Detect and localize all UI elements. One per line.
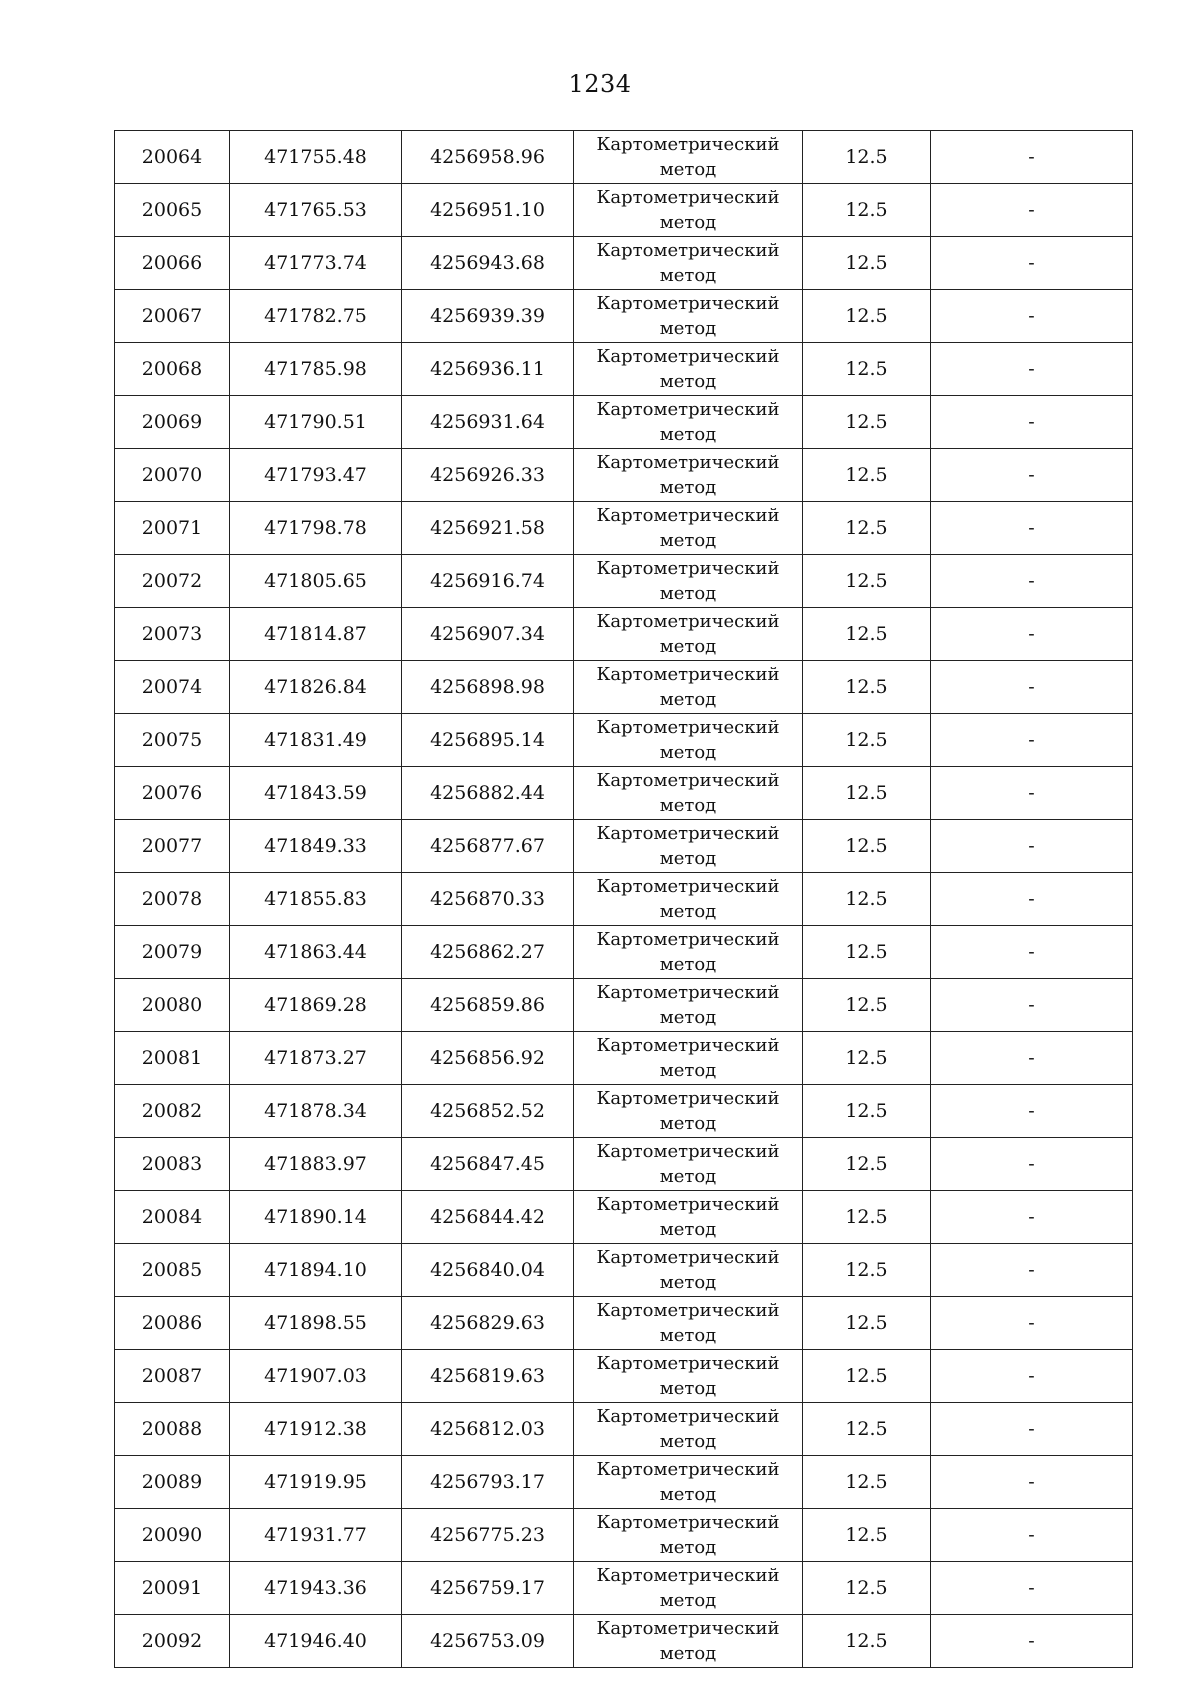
accuracy-cell: 12.5 [803, 820, 931, 873]
x-coordinate-cell: 471863.44 [230, 926, 402, 979]
method-line-2: метод [659, 318, 717, 339]
accuracy-cell: 12.5 [803, 1615, 931, 1668]
table-row [115, 1403, 1133, 1456]
method-line-2: метод [659, 424, 717, 445]
x-coordinate-cell: 471919.95 [230, 1456, 402, 1509]
method-line-2: метод [659, 1590, 717, 1611]
method-line-2: метод [659, 1484, 717, 1505]
accuracy-cell: 12.5 [803, 184, 931, 237]
method-cell [574, 1350, 803, 1403]
method-line-1: Картометрический [596, 1512, 780, 1533]
y-coordinate-cell: 4256844.42 [402, 1191, 574, 1244]
table-row [115, 1191, 1133, 1244]
table-row [115, 290, 1133, 343]
table-row [115, 1032, 1133, 1085]
method-cell [574, 1615, 803, 1668]
note-cell: - [931, 343, 1133, 396]
method-line-2: метод [659, 1537, 717, 1558]
accuracy-cell: 12.5 [803, 873, 931, 926]
x-coordinate-cell: 471931.77 [230, 1509, 402, 1562]
y-coordinate-cell: 4256856.92 [402, 1032, 574, 1085]
method-line-1: Картометрический [596, 187, 780, 208]
y-coordinate-cell: 4256895.14 [402, 714, 574, 767]
method-cell [574, 343, 803, 396]
accuracy-cell: 12.5 [803, 926, 931, 979]
y-coordinate-cell: 4256862.27 [402, 926, 574, 979]
x-coordinate-cell: 471805.65 [230, 555, 402, 608]
point-id-cell: 20072 [115, 555, 230, 608]
point-id-cell: 20079 [115, 926, 230, 979]
accuracy-cell: 12.5 [803, 661, 931, 714]
y-coordinate-cell: 4256847.45 [402, 1138, 574, 1191]
method-line-1: Картометрический [596, 1406, 780, 1427]
note-cell: - [931, 290, 1133, 343]
accuracy-cell: 12.5 [803, 131, 931, 184]
y-coordinate-cell: 4256793.17 [402, 1456, 574, 1509]
point-id-cell: 20065 [115, 184, 230, 237]
table-row [115, 1350, 1133, 1403]
x-coordinate-cell: 471793.47 [230, 449, 402, 502]
accuracy-cell: 12.5 [803, 1244, 931, 1297]
point-id-cell: 20069 [115, 396, 230, 449]
method-cell [574, 1297, 803, 1350]
y-coordinate-cell: 4256882.44 [402, 767, 574, 820]
accuracy-cell: 12.5 [803, 1297, 931, 1350]
x-coordinate-cell: 471765.53 [230, 184, 402, 237]
method-cell [574, 873, 803, 926]
method-line-2: метод [659, 1325, 717, 1346]
method-cell [574, 1403, 803, 1456]
accuracy-cell: 12.5 [803, 1032, 931, 1085]
x-coordinate-cell: 471869.28 [230, 979, 402, 1032]
x-coordinate-cell: 471755.48 [230, 131, 402, 184]
method-cell [574, 714, 803, 767]
table-row [115, 714, 1133, 767]
accuracy-cell: 12.5 [803, 1403, 931, 1456]
note-cell: - [931, 767, 1133, 820]
method-cell [574, 1191, 803, 1244]
point-id-cell: 20066 [115, 237, 230, 290]
accuracy-cell: 12.5 [803, 979, 931, 1032]
method-line-1: Картометрический [596, 558, 780, 579]
y-coordinate-cell: 4256840.04 [402, 1244, 574, 1297]
method-cell [574, 926, 803, 979]
method-line-1: Картометрический [596, 134, 780, 155]
point-id-cell: 20086 [115, 1297, 230, 1350]
method-line-2: метод [659, 371, 717, 392]
method-line-1: Картометрический [596, 770, 780, 791]
table-row [115, 979, 1133, 1032]
y-coordinate-cell: 4256916.74 [402, 555, 574, 608]
accuracy-cell: 12.5 [803, 1562, 931, 1615]
note-cell: - [931, 820, 1133, 873]
method-line-1: Картометрический [596, 1565, 780, 1586]
x-coordinate-cell: 471843.59 [230, 767, 402, 820]
method-line-1: Картометрический [596, 452, 780, 473]
point-id-cell: 20084 [115, 1191, 230, 1244]
note-cell: - [931, 184, 1133, 237]
point-id-cell: 20078 [115, 873, 230, 926]
method-line-1: Картометрический [596, 346, 780, 367]
method-line-1: Картометрический [596, 1194, 780, 1215]
accuracy-cell: 12.5 [803, 1350, 931, 1403]
method-line-2: метод [659, 530, 717, 551]
accuracy-cell: 12.5 [803, 767, 931, 820]
point-id-cell: 20080 [115, 979, 230, 1032]
table-row [115, 237, 1133, 290]
method-line-2: метод [659, 1060, 717, 1081]
table-row [115, 449, 1133, 502]
point-id-cell: 20074 [115, 661, 230, 714]
accuracy-cell: 12.5 [803, 502, 931, 555]
method-cell [574, 820, 803, 873]
method-line-2: метод [659, 689, 717, 710]
method-cell [574, 290, 803, 343]
method-cell [574, 767, 803, 820]
accuracy-cell: 12.5 [803, 608, 931, 661]
table-row [115, 608, 1133, 661]
y-coordinate-cell: 4256939.39 [402, 290, 574, 343]
point-id-cell: 20081 [115, 1032, 230, 1085]
x-coordinate-cell: 471798.78 [230, 502, 402, 555]
method-line-1: Картометрический [596, 505, 780, 526]
y-coordinate-cell: 4256753.09 [402, 1615, 574, 1668]
note-cell: - [931, 1138, 1133, 1191]
method-line-1: Картометрический [596, 1353, 780, 1374]
note-cell: - [931, 1191, 1133, 1244]
table-row [115, 873, 1133, 926]
note-cell: - [931, 1456, 1133, 1509]
point-id-cell: 20067 [115, 290, 230, 343]
method-cell [574, 661, 803, 714]
note-cell: - [931, 1562, 1133, 1615]
x-coordinate-cell: 471894.10 [230, 1244, 402, 1297]
note-cell: - [931, 661, 1133, 714]
method-line-1: Картометрический [596, 1035, 780, 1056]
method-line-1: Картометрический [596, 1300, 780, 1321]
x-coordinate-cell: 471782.75 [230, 290, 402, 343]
method-line-1: Картометрический [596, 240, 780, 261]
method-cell [574, 449, 803, 502]
y-coordinate-cell: 4256819.63 [402, 1350, 574, 1403]
method-line-1: Картометрический [596, 982, 780, 1003]
table-row [115, 396, 1133, 449]
x-coordinate-cell: 471814.87 [230, 608, 402, 661]
accuracy-cell: 12.5 [803, 1191, 931, 1244]
y-coordinate-cell: 4256898.98 [402, 661, 574, 714]
accuracy-cell: 12.5 [803, 1085, 931, 1138]
accuracy-cell: 12.5 [803, 1456, 931, 1509]
note-cell: - [931, 926, 1133, 979]
table-row [115, 767, 1133, 820]
method-line-1: Картометрический [596, 1459, 780, 1480]
point-id-cell: 20089 [115, 1456, 230, 1509]
note-cell: - [931, 1032, 1133, 1085]
method-line-1: Картометрический [596, 1088, 780, 1109]
method-line-2: метод [659, 1378, 717, 1399]
table-row [115, 1456, 1133, 1509]
method-line-2: метод [659, 848, 717, 869]
note-cell: - [931, 502, 1133, 555]
method-cell [574, 979, 803, 1032]
point-id-cell: 20082 [115, 1085, 230, 1138]
y-coordinate-cell: 4256943.68 [402, 237, 574, 290]
method-line-2: метод [659, 1272, 717, 1293]
y-coordinate-cell: 4256931.64 [402, 396, 574, 449]
method-cell [574, 1562, 803, 1615]
point-id-cell: 20076 [115, 767, 230, 820]
point-id-cell: 20083 [115, 1138, 230, 1191]
table-row [115, 1297, 1133, 1350]
method-line-2: метод [659, 1219, 717, 1240]
note-cell: - [931, 608, 1133, 661]
method-cell [574, 1509, 803, 1562]
table-row [115, 555, 1133, 608]
method-cell [574, 184, 803, 237]
method-line-2: метод [659, 159, 717, 180]
y-coordinate-cell: 4256921.58 [402, 502, 574, 555]
y-coordinate-cell: 4256951.10 [402, 184, 574, 237]
method-line-2: метод [659, 742, 717, 763]
x-coordinate-cell: 471773.74 [230, 237, 402, 290]
y-coordinate-cell: 4256926.33 [402, 449, 574, 502]
method-line-2: метод [659, 477, 717, 498]
coordinates-table [114, 130, 1133, 1668]
accuracy-cell: 12.5 [803, 555, 931, 608]
method-line-2: метод [659, 795, 717, 816]
method-cell [574, 237, 803, 290]
table-row [115, 502, 1133, 555]
y-coordinate-cell: 4256936.11 [402, 343, 574, 396]
note-cell: - [931, 1085, 1133, 1138]
note-cell: - [931, 1350, 1133, 1403]
x-coordinate-cell: 471907.03 [230, 1350, 402, 1403]
table-row [115, 661, 1133, 714]
accuracy-cell: 12.5 [803, 449, 931, 502]
y-coordinate-cell: 4256870.33 [402, 873, 574, 926]
table-row [115, 926, 1133, 979]
point-id-cell: 20085 [115, 1244, 230, 1297]
y-coordinate-cell: 4256852.52 [402, 1085, 574, 1138]
table-row [115, 1615, 1133, 1668]
note-cell: - [931, 873, 1133, 926]
x-coordinate-cell: 471849.33 [230, 820, 402, 873]
note-cell: - [931, 1615, 1133, 1668]
method-line-1: Картометрический [596, 717, 780, 738]
y-coordinate-cell: 4256859.86 [402, 979, 574, 1032]
x-coordinate-cell: 471883.97 [230, 1138, 402, 1191]
accuracy-cell: 12.5 [803, 396, 931, 449]
method-line-1: Картометрический [596, 1247, 780, 1268]
method-line-2: метод [659, 1007, 717, 1028]
table-row [115, 131, 1133, 184]
method-line-1: Картометрический [596, 293, 780, 314]
method-cell [574, 1244, 803, 1297]
note-cell: - [931, 555, 1133, 608]
method-cell [574, 1456, 803, 1509]
method-line-1: Картометрический [596, 1618, 780, 1639]
point-id-cell: 20092 [115, 1615, 230, 1668]
method-line-1: Картометрический [596, 929, 780, 950]
accuracy-cell: 12.5 [803, 714, 931, 767]
table-body [115, 131, 1133, 1668]
method-line-1: Картометрический [596, 876, 780, 897]
x-coordinate-cell: 471831.49 [230, 714, 402, 767]
method-cell [574, 131, 803, 184]
point-id-cell: 20064 [115, 131, 230, 184]
method-line-2: метод [659, 1643, 717, 1664]
x-coordinate-cell: 471878.34 [230, 1085, 402, 1138]
method-cell [574, 396, 803, 449]
note-cell: - [931, 1244, 1133, 1297]
point-id-cell: 20091 [115, 1562, 230, 1615]
note-cell: - [931, 131, 1133, 184]
note-cell: - [931, 714, 1133, 767]
y-coordinate-cell: 4256812.03 [402, 1403, 574, 1456]
method-cell [574, 555, 803, 608]
y-coordinate-cell: 4256877.67 [402, 820, 574, 873]
method-line-1: Картометрический [596, 664, 780, 685]
note-cell: - [931, 979, 1133, 1032]
table-row [115, 184, 1133, 237]
accuracy-cell: 12.5 [803, 1509, 931, 1562]
method-line-2: метод [659, 265, 717, 286]
table-row [115, 1509, 1133, 1562]
accuracy-cell: 12.5 [803, 1138, 931, 1191]
table-row [115, 1562, 1133, 1615]
x-coordinate-cell: 471826.84 [230, 661, 402, 714]
method-line-2: метод [659, 583, 717, 604]
method-line-1: Картометрический [596, 399, 780, 420]
method-line-2: метод [659, 954, 717, 975]
point-id-cell: 20071 [115, 502, 230, 555]
point-id-cell: 20077 [115, 820, 230, 873]
x-coordinate-cell: 471873.27 [230, 1032, 402, 1085]
x-coordinate-cell: 471890.14 [230, 1191, 402, 1244]
method-line-1: Картометрический [596, 1141, 780, 1162]
note-cell: - [931, 1509, 1133, 1562]
y-coordinate-cell: 4256775.23 [402, 1509, 574, 1562]
accuracy-cell: 12.5 [803, 343, 931, 396]
method-line-2: метод [659, 1166, 717, 1187]
method-line-2: метод [659, 1431, 717, 1452]
note-cell: - [931, 237, 1133, 290]
table-row [115, 343, 1133, 396]
method-line-1: Картометрический [596, 823, 780, 844]
y-coordinate-cell: 4256907.34 [402, 608, 574, 661]
point-id-cell: 20068 [115, 343, 230, 396]
point-id-cell: 20087 [115, 1350, 230, 1403]
point-id-cell: 20090 [115, 1509, 230, 1562]
table-row [115, 820, 1133, 873]
accuracy-cell: 12.5 [803, 237, 931, 290]
note-cell: - [931, 1297, 1133, 1350]
x-coordinate-cell: 471943.36 [230, 1562, 402, 1615]
method-line-2: метод [659, 636, 717, 657]
accuracy-cell: 12.5 [803, 290, 931, 343]
x-coordinate-cell: 471898.55 [230, 1297, 402, 1350]
table-row [115, 1244, 1133, 1297]
method-cell [574, 608, 803, 661]
method-cell [574, 1138, 803, 1191]
y-coordinate-cell: 4256829.63 [402, 1297, 574, 1350]
x-coordinate-cell: 471946.40 [230, 1615, 402, 1668]
y-coordinate-cell: 4256958.96 [402, 131, 574, 184]
method-cell [574, 502, 803, 555]
note-cell: - [931, 449, 1133, 502]
method-line-1: Картометрический [596, 611, 780, 632]
x-coordinate-cell: 471855.83 [230, 873, 402, 926]
point-id-cell: 20073 [115, 608, 230, 661]
page-number: 1234 [568, 70, 632, 98]
note-cell: - [931, 1403, 1133, 1456]
method-line-2: метод [659, 901, 717, 922]
point-id-cell: 20088 [115, 1403, 230, 1456]
method-cell [574, 1085, 803, 1138]
method-line-2: метод [659, 212, 717, 233]
method-cell [574, 1032, 803, 1085]
table-row [115, 1085, 1133, 1138]
method-line-2: метод [659, 1113, 717, 1134]
point-id-cell: 20075 [115, 714, 230, 767]
point-id-cell: 20070 [115, 449, 230, 502]
y-coordinate-cell: 4256759.17 [402, 1562, 574, 1615]
x-coordinate-cell: 471912.38 [230, 1403, 402, 1456]
x-coordinate-cell: 471790.51 [230, 396, 402, 449]
table-row [115, 1138, 1133, 1191]
note-cell: - [931, 396, 1133, 449]
x-coordinate-cell: 471785.98 [230, 343, 402, 396]
